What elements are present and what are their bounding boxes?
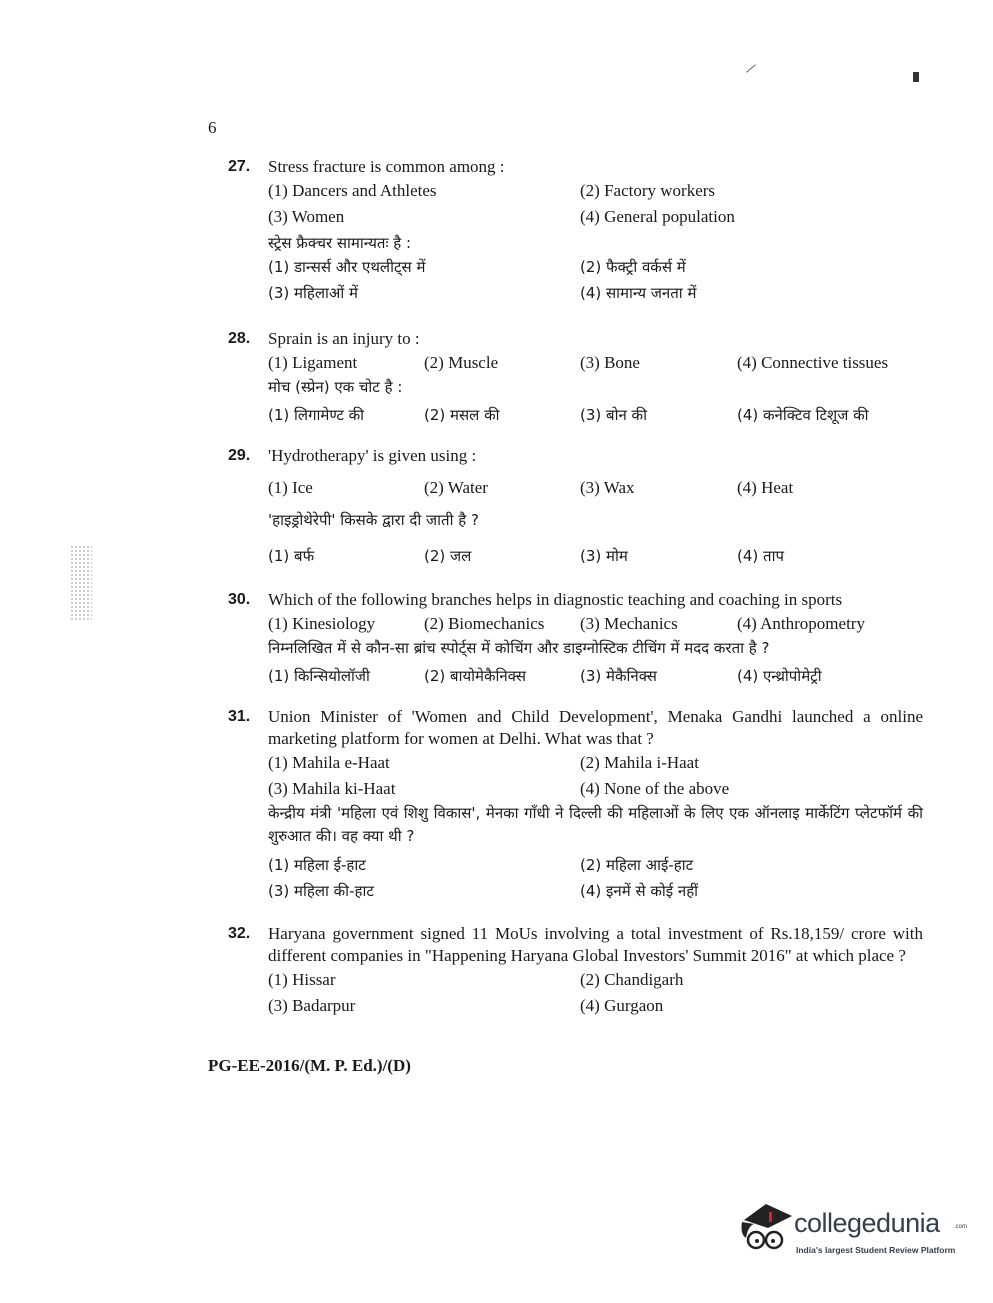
option-2[interactable]: (2) Chandigarh	[580, 970, 684, 989]
brand-tagline: India's largest Student Review Platform	[796, 1245, 956, 1255]
option-3[interactable]: (3) Bone	[580, 353, 640, 372]
option-1-hi[interactable]: (1) बर्फ	[268, 547, 315, 565]
options-row-hi	[268, 852, 923, 878]
options-row-hi	[268, 254, 923, 280]
option-4-hi[interactable]: (4) सामान्य जनता में	[580, 284, 697, 302]
option-1[interactable]: (1) Kinesiology	[268, 614, 376, 633]
option-1-hi[interactable]: (1) लिगामेण्ट की	[268, 406, 365, 424]
brand-domain: .com	[954, 1224, 968, 1230]
options-row-hi	[268, 543, 923, 569]
option-2-hi[interactable]: (2) महिला आई-हाट	[580, 856, 694, 874]
option-4[interactable]: (4) General population	[580, 207, 735, 226]
option-2[interactable]: (2) Water	[424, 478, 488, 497]
question-number: 30.	[228, 591, 251, 608]
question-text-hi: 'हाइड्रोथेरेपी' किसके द्वारा दी जाती है ?	[268, 511, 479, 529]
option-3-hi[interactable]: (3) महिलाओं में	[268, 284, 358, 302]
question-text-en: Sprain is an injury to :	[268, 329, 420, 348]
question-text-hi: निम्नलिखित में से कौन-सा ब्रांच स्पोर्ट्स में कोचिंग और डाइग्नोस्टिक टीचिंग में मदद करता है ?	[268, 639, 770, 657]
option-1[interactable]: (1) Ice	[268, 478, 313, 497]
corner-mark	[913, 72, 919, 82]
option-3-hi[interactable]: (3) मोम	[580, 547, 628, 565]
options-row-hi	[268, 402, 923, 428]
option-2-hi[interactable]: (2) फैक्ट्री वर्कर्स में	[580, 258, 686, 276]
options-row	[268, 475, 923, 501]
question-number: 28.	[228, 330, 251, 347]
question-27	[228, 156, 923, 306]
option-4[interactable]: (4) Heat	[737, 478, 794, 497]
option-1[interactable]: (1) Ligament	[268, 353, 358, 372]
page-number: 6	[208, 118, 217, 137]
question-29	[228, 445, 923, 569]
option-4-hi[interactable]: (4) एन्थ्रोपोमेट्री	[737, 667, 822, 685]
option-4-hi[interactable]: (4) ताप	[737, 547, 784, 565]
options-row	[268, 776, 923, 802]
option-3[interactable]: (3) Badarpur	[268, 996, 356, 1015]
paper-code-footer: PG-EE-2016/(M. P. Ed.)/(D)	[208, 1056, 411, 1075]
question-30	[228, 589, 923, 689]
options-row	[268, 967, 923, 993]
option-3[interactable]: (3) Mahila ki-Haat	[268, 779, 396, 798]
question-text-en: Haryana government signed 11 MoUs involving a total investment of Rs.18,159/ crore with different companies in "Happening Haryana Global Investors' Summit 2016" at which place ?	[268, 924, 923, 965]
option-4[interactable]: (4) Connective tissues	[737, 353, 889, 372]
question-number: 31.	[228, 708, 251, 725]
options-row	[268, 993, 923, 1019]
mascot-icon	[736, 1198, 796, 1260]
option-4[interactable]: (4) None of the above	[580, 779, 730, 798]
options-row	[268, 204, 923, 230]
option-3[interactable]: (3) Mechanics	[580, 614, 678, 633]
option-3-hi[interactable]: (3) मेकैनिक्स	[580, 667, 657, 685]
options-row	[268, 350, 923, 376]
option-1-hi[interactable]: (1) महिला ई-हाट	[268, 856, 366, 874]
question-number: 29.	[228, 447, 251, 464]
option-1-hi[interactable]: (1) किन्सियोलॉजी	[268, 667, 370, 685]
option-1-hi[interactable]: (1) डान्सर्स और एथलीट्स में	[268, 258, 426, 276]
question-text-en: 'Hydrotherapy' is given using :	[268, 446, 477, 465]
question-text-hi: मोच (स्प्रेन) एक चोट है :	[268, 378, 403, 396]
option-3[interactable]: (3) Women	[268, 207, 345, 226]
option-3-hi[interactable]: (3) महिला की-हाट	[268, 882, 374, 900]
option-1[interactable]: (1) Hissar	[268, 970, 336, 989]
brand-name: collegedunia	[794, 1208, 940, 1238]
question-text-en: Stress fracture is common among :	[268, 157, 505, 176]
question-text-hi: केन्द्रीय मंत्री 'महिला एवं शिशु विकास', मेनका गाँधी ने दिल्ली की महिलाओं के लिए एक ऑनलाइ मार्केटिंग प्लेटफॉर्म की शुरुआत की। वह क्या थी ?	[268, 804, 923, 845]
option-1[interactable]: (1) Dancers and Athletes	[268, 181, 437, 200]
option-2-hi[interactable]: (2) बायोमेकैनिक्स	[424, 667, 526, 685]
option-2[interactable]: (2) Biomechanics	[424, 614, 545, 633]
options-row	[268, 611, 923, 637]
option-3-hi[interactable]: (3) बोन की	[580, 406, 647, 424]
option-4-hi[interactable]: (4) कनेक्टिव टिशूज की	[737, 406, 869, 424]
option-1[interactable]: (1) Mahila e-Haat	[268, 753, 390, 772]
option-2-hi[interactable]: (2) जल	[424, 547, 472, 565]
option-2[interactable]: (2) Muscle	[424, 353, 499, 372]
option-4-hi[interactable]: (4) इनमें से कोई नहीं	[580, 882, 699, 900]
question-28	[228, 328, 923, 428]
options-row-hi	[268, 878, 923, 904]
options-row	[268, 750, 923, 776]
option-3[interactable]: (3) Wax	[580, 478, 635, 497]
pen-tick-mark	[746, 64, 756, 72]
question-number: 27.	[228, 158, 251, 175]
question-number: 32.	[228, 925, 251, 942]
question-31	[228, 706, 923, 904]
question-text-en: Which of the following branches helps in diagnostic teaching and coaching in sports	[268, 590, 843, 609]
option-4[interactable]: (4) Anthropometry	[737, 614, 865, 633]
question-32	[228, 923, 923, 1019]
options-row	[268, 178, 923, 204]
options-row-hi	[268, 663, 923, 689]
question-text-hi: स्ट्रेस फ्रैक्चर सामान्यतः है :	[268, 234, 412, 252]
option-2[interactable]: (2) Mahila i-Haat	[580, 753, 699, 772]
scan-dot-pattern	[70, 545, 92, 620]
option-2-hi[interactable]: (2) मसल की	[424, 406, 500, 424]
options-row-hi	[268, 280, 923, 306]
question-text-en: Union Minister of 'Women and Child Development', Menaka Gandhi launched a online marketing platform for women at Delhi. What was that ?	[268, 707, 923, 748]
option-2[interactable]: (2) Factory workers	[580, 181, 716, 200]
collegedunia-logo[interactable]	[736, 1198, 966, 1260]
option-4[interactable]: (4) Gurgaon	[580, 996, 664, 1015]
